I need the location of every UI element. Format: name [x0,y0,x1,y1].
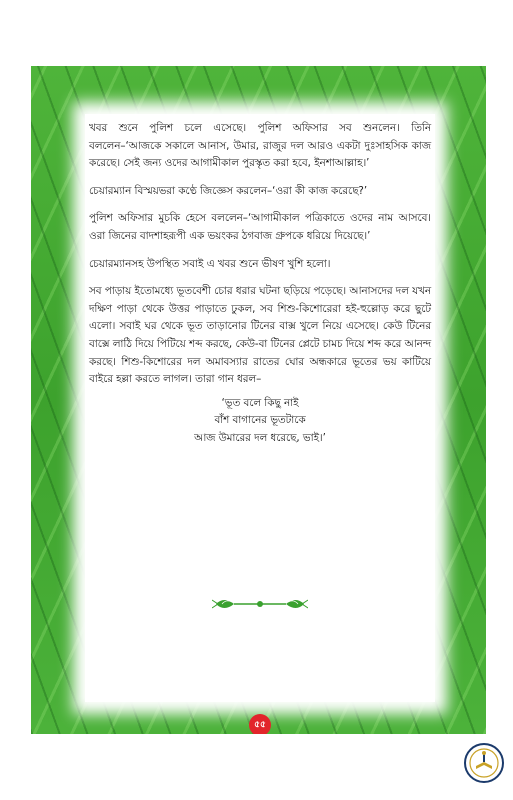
page-number-badge: ৫৫ [249,714,271,734]
leaf-divider-icon [212,596,308,612]
song-line: ‘ভূত বলে কিছু নাই [221,396,299,409]
text-panel [85,114,435,730]
story-text [85,114,435,448]
paragraph: পুলিশ অফিসার মুচকি হেসে বললেন–‘আগামীকাল পত্রিকাতে ওদের নাম আসবে। ওরা জিনের বাদশাহরূপী এক ভয়ংকর ঠগবাজ গ্রুপকে ধরিয়ে দিয়েছে।’ [89,212,431,242]
song-line: আজ উমারের দল ধরেছে, ভাই।’ [194,431,326,444]
paragraph: খবর শুনে পুলিশ চলে এসেছে। পুলিশ অফিসার সব শুনলেন। তিনি বললেন–‘আজকে সকালে আনাস, উমার, রাজুর দল আরও একটা দুঃসাহসিক কাজ করেছে। সেই জন্য ওদের আগামীকাল পুরস্কৃত করা হবে, ইনশাআল্লাহ।’ [89,122,431,170]
song-line: বাঁশ বাগানের ভূতটাকে [214,414,306,427]
paragraph: চেয়ারম্যানসহ উপস্থিত সবাই এ খবর শুনে ভীষণ খুশি হলো। [89,257,331,270]
bamboo-background-frame [31,66,486,734]
paragraph: চেয়ারম্যান বিস্ময়ভরা কণ্ঠে জিজ্ঞেস করলেন–‘ওরা কী কাজ করেছে?’ [89,184,368,197]
song-verse [89,395,431,448]
paragraph: সব পাড়ায় ইতোমধ্যে ভূতবেশী চোর ধরার ঘটনা ছড়িয়ে পড়েছে। আনাসদের দল যখন দক্ষিণ পাড়া থেকে উত্তর পাড়াতে ঢুকল, সব শিশু-কিশোরেরা হই-হুল্লোড় করে ছুটে এলো। সবাই ঘর থেকে ভূত তাড়ানোর টিনের বাক্স খুলে নিয়ে এসেছে। কেউ টিনের বাক্সে লাঠি দিয়ে পিটিয়ে শব্দ করছে, কেউ-বা টিনের প্লেটে চামচ দিয়ে শব্দ করে আনন্দ করছে। শিশু-কিশোরের দল অমাবস্যার রাতের ঘোর অন্ধকারে ভূতের ভয় কাটিয়ে বাইরে হল্লা করতে লাগল। তারা গান ধরল– [89,285,431,386]
publisher-seal-icon [463,742,505,784]
